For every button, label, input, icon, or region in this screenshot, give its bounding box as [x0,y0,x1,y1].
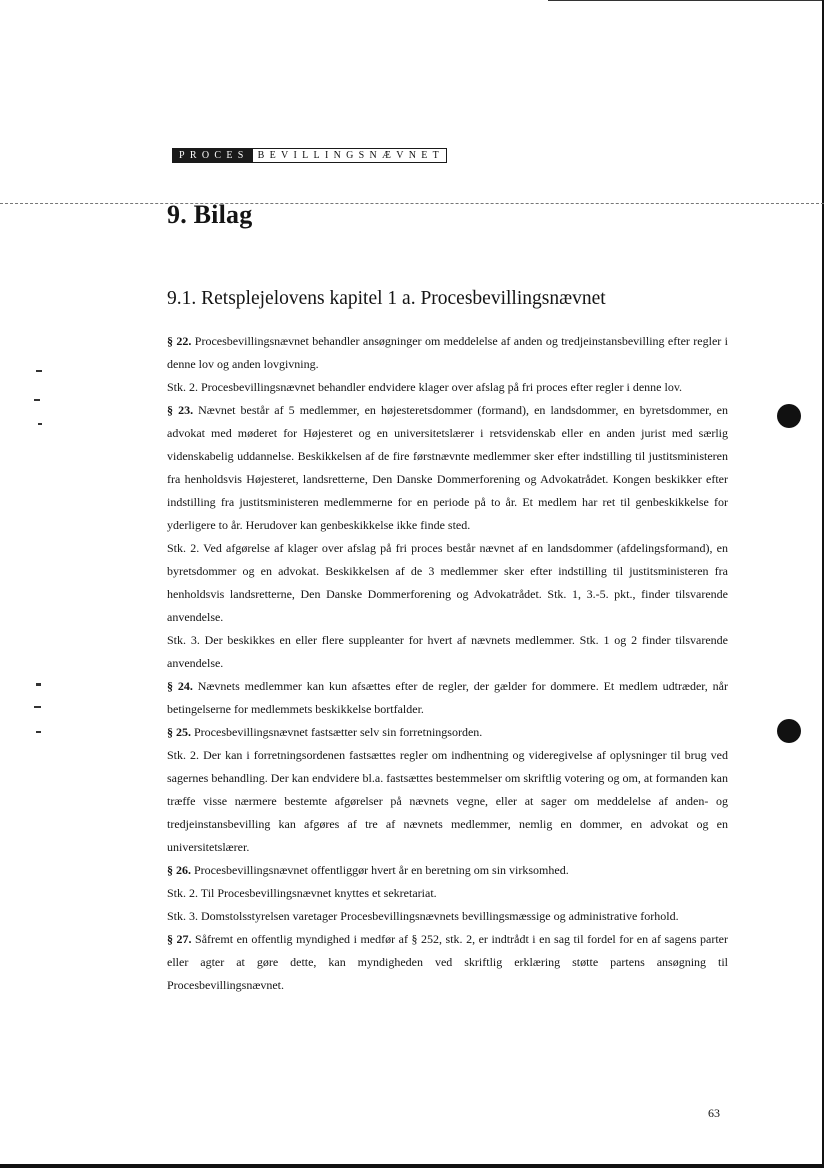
paragraph-mark: § 23. [167,403,194,417]
scan-edge-top [548,0,824,1]
section-title: 9.1. Retsplejelovens kapitel 1 a. Procesbevillingsnævnet [167,288,606,309]
scan-speck [34,706,41,708]
scan-edge-bottom [0,1164,824,1168]
paragraph-text: Såfremt en offentlig myndighed i medfør af § 252, stk. 2, er indtrådt i en sag til fordel for en af sagens parter eller agter at gøre dette, kan myndigheden ved skriftlig erklæring støtte partens ansøgning til Procesbevillingsnævnet. [167,932,728,992]
paragraph [167,928,728,997]
logo-proces: PROCES [172,148,253,163]
paragraph [167,859,728,882]
chapter-title: 9. Bilag [167,200,253,229]
paragraph-text: Procesbevillingsnævnet offentliggør hvert år en beretning om sin virksomhed. [191,863,569,877]
body-text [167,330,728,997]
header-rule [0,203,824,204]
header-logo [172,148,447,163]
paragraph [167,905,728,928]
paragraph [167,376,728,399]
paragraph-text: Stk. 2. Ved afgørelse af klager over afslag på fri proces består nævnet af en landsdommer (afdelingsformand), en byretsdommer og en advokat. Beskikkelsen af de 3 medlemmer sker efter indstilling til justitsministeren fra henholdsvis landsretterne, Den Danske Dommerforening og Advokatrådet. Stk. 1, 3.-5. pkt., finder tilsvarende anvendelse. [167,541,728,624]
paragraph-mark: § 22. [167,334,192,348]
logo-bevillingsnaevnet: BEVILLINGSNÆVNET [253,148,447,163]
page-number: 63 [708,1106,720,1120]
paragraph-mark: § 27. [167,932,192,946]
paragraph-text: Stk. 3. Der beskikkes en eller flere suppleanter for hvert af nævnets medlemmer. Stk. 1 og 2 finder tilsvarende anvendelse. [167,633,728,670]
punch-hole-icon [777,404,801,428]
paragraph-mark: § 26. [167,863,191,877]
paragraph [167,882,728,905]
paragraph [167,330,728,376]
paragraph [167,675,728,721]
paragraph-text: Procesbevillingsnævnet behandler ansøgninger om meddelelse af anden og tredjeinstansbevilling efter regler i denne lov og anden lovgivning. [167,334,729,371]
punch-hole-icon [777,719,801,743]
paragraph [167,399,728,537]
scan-speck [36,731,41,733]
paragraph-mark: § 25. [167,725,191,739]
paragraph [167,721,728,744]
paragraph-text: Nævnets medlemmer kan kun afsættes efter de regler, der gælder for dommere. Et medlem udtræder, når betingelserne for medlemmets beskikkelse bortfalder. [167,679,728,716]
paragraph-text: Nævnet består af 5 medlemmer, en højesteretsdommer (formand), en landsdommer, en byretsdommer, en advokat med møderet for Højesteret og en universitetslærer i retsvidenskab eller en anden jurist med særlig videnskabelig uddannelse. Beskikkelsen af de fire førstnævnte medlemmer sker efter indstilling til justitsministeren fra henholdsvis Højesteret, landsretterne, Den Danske Dommerforening og Advokatrådet. Kongen beskikker efter indstilling fra justitsministeren medlemmerne for en periode på to år. Et medlem har ret til genbeskikkelse for yderligere to år. Herudover kan genbeskikkelse ikke finde sted. [167,403,729,532]
scan-speck [36,683,41,686]
paragraph-text: Stk. 2. Til Procesbevillingsnævnet knyttes et sekretariat. [167,886,437,900]
paragraph-text: Stk. 2. Der kan i forretningsordenen fastsættes regler om indhentning og videregivelse af oplysninger til brug ved sagernes behandling. Der kan endvidere bl.a. fastsættes bestemmelser om skriftlig votering og om, at formanden kan træffe visse nærmere bestemte afgørelser på nævnets vegne, eller at sager om meddelelse af anden- og tredjeinstansbevilling kan afgøres af tre af nævnets medlemmer, nemlig en dommer, en advokat og en universitetslærer. [167,748,728,854]
scan-speck [36,370,42,372]
paragraph-text: Procesbevillingsnævnet fastsætter selv sin forretningsorden. [191,725,483,739]
paragraph-text: Stk. 3. Domstolsstyrelsen varetager Procesbevillingsnævnets bevillingsmæssige og administrative forhold. [167,909,679,923]
scan-speck [38,423,42,425]
paragraph [167,537,728,629]
scan-speck [34,399,40,401]
paragraph-mark: § 24. [167,679,193,693]
paragraph [167,629,728,675]
paragraph-text: Stk. 2. Procesbevillingsnævnet behandler endvidere klager over afslag på fri proces efter regler i denne lov. [167,380,683,394]
paragraph [167,744,728,859]
